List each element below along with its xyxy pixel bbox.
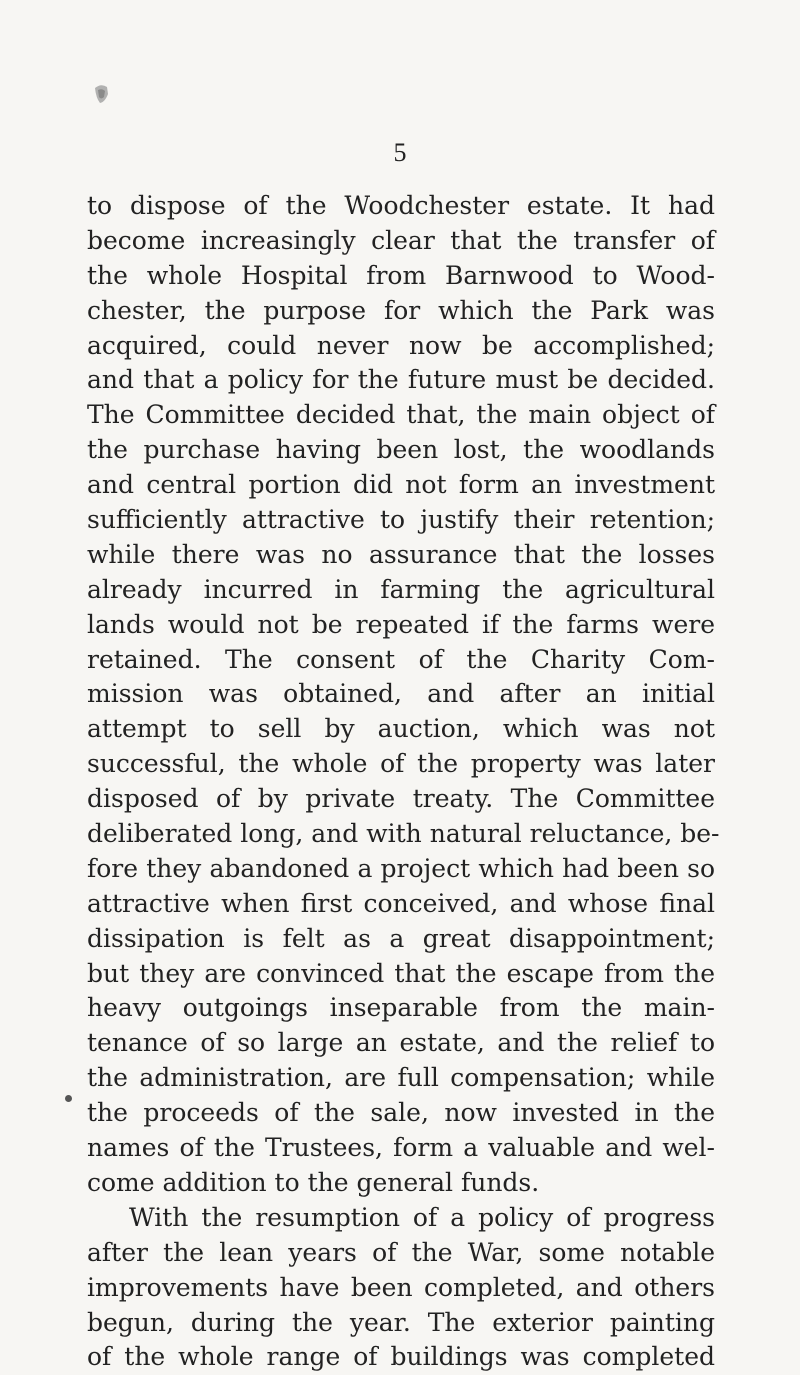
ink-blot-mark: [92, 82, 110, 104]
text-line: tenance of so large an estate, and the relief to: [87, 1028, 715, 1058]
text-line: chester, the purpose for which the Park was: [87, 295, 715, 325]
margin-dot-mark: [65, 1095, 72, 1102]
text-line: begun, during the year. The exterior painting: [87, 1307, 715, 1337]
text-line: and central portion did not form an investment: [87, 470, 715, 500]
text-line: The Committee decided that, the main object of: [87, 400, 715, 430]
text-line: disposed of by private treaty. The Committee: [87, 784, 715, 814]
text-line: names of the Trustees, form a valuable and wel-: [87, 1133, 715, 1163]
text-line: With the resumption of a policy of progress: [129, 1202, 715, 1232]
text-line: and that a policy for the future must be decided.: [87, 365, 715, 395]
text-line: fore they abandoned a project which had been so: [87, 853, 715, 883]
text-line: the purchase having been lost, the woodlands: [87, 435, 715, 465]
body-text: [87, 189, 720, 1375]
paragraph-1: [87, 189, 720, 1201]
text-line: become increasingly clear that the transfer of: [87, 225, 715, 255]
text-line: sufficiently attractive to justify their retention;: [87, 505, 715, 535]
text-line: improvements have been completed, and others: [87, 1272, 715, 1302]
text-line: acquired, could never now be accomplished;: [87, 330, 715, 360]
text-line: heavy outgoings inseparable from the main-: [87, 993, 715, 1023]
text-line: lands would not be repeated if the farms were: [87, 609, 715, 639]
text-line: to dispose of the Woodchester estate. It had: [87, 191, 715, 220]
text-line: the whole Hospital from Barnwood to Wood-: [87, 260, 715, 290]
page-number: 5: [393, 138, 407, 167]
text-line: attractive when first conceived, and whose final: [87, 888, 715, 918]
text-line: dissipation is felt as a great disappointment;: [87, 923, 715, 953]
text-line: successful, the whole of the property was later: [87, 749, 715, 779]
text-line: after the lean years of the War, some notable: [87, 1237, 715, 1267]
text-line: the proceeds of the sale, now invested in the: [87, 1098, 715, 1128]
text-line: but they are convinced that the escape from the: [87, 958, 715, 988]
text-line: while there was no assurance that the losses: [87, 539, 715, 569]
text-line: of the whole range of buildings was completed: [87, 1342, 715, 1372]
text-line: retained. The consent of the Charity Com-: [87, 644, 715, 674]
text-line: deliberated long, and with natural reluctance, be-: [87, 819, 720, 849]
paragraph-2: [87, 1201, 715, 1375]
text-line: attempt to sell by auction, which was not: [87, 714, 715, 744]
text-line: the administration, are full compensation; while: [87, 1063, 715, 1093]
text-line: come addition to the general funds.: [87, 1167, 540, 1197]
text-line: mission was obtained, and after an initial: [87, 679, 715, 709]
text-line: already incurred in farming the agricultural: [87, 574, 715, 604]
